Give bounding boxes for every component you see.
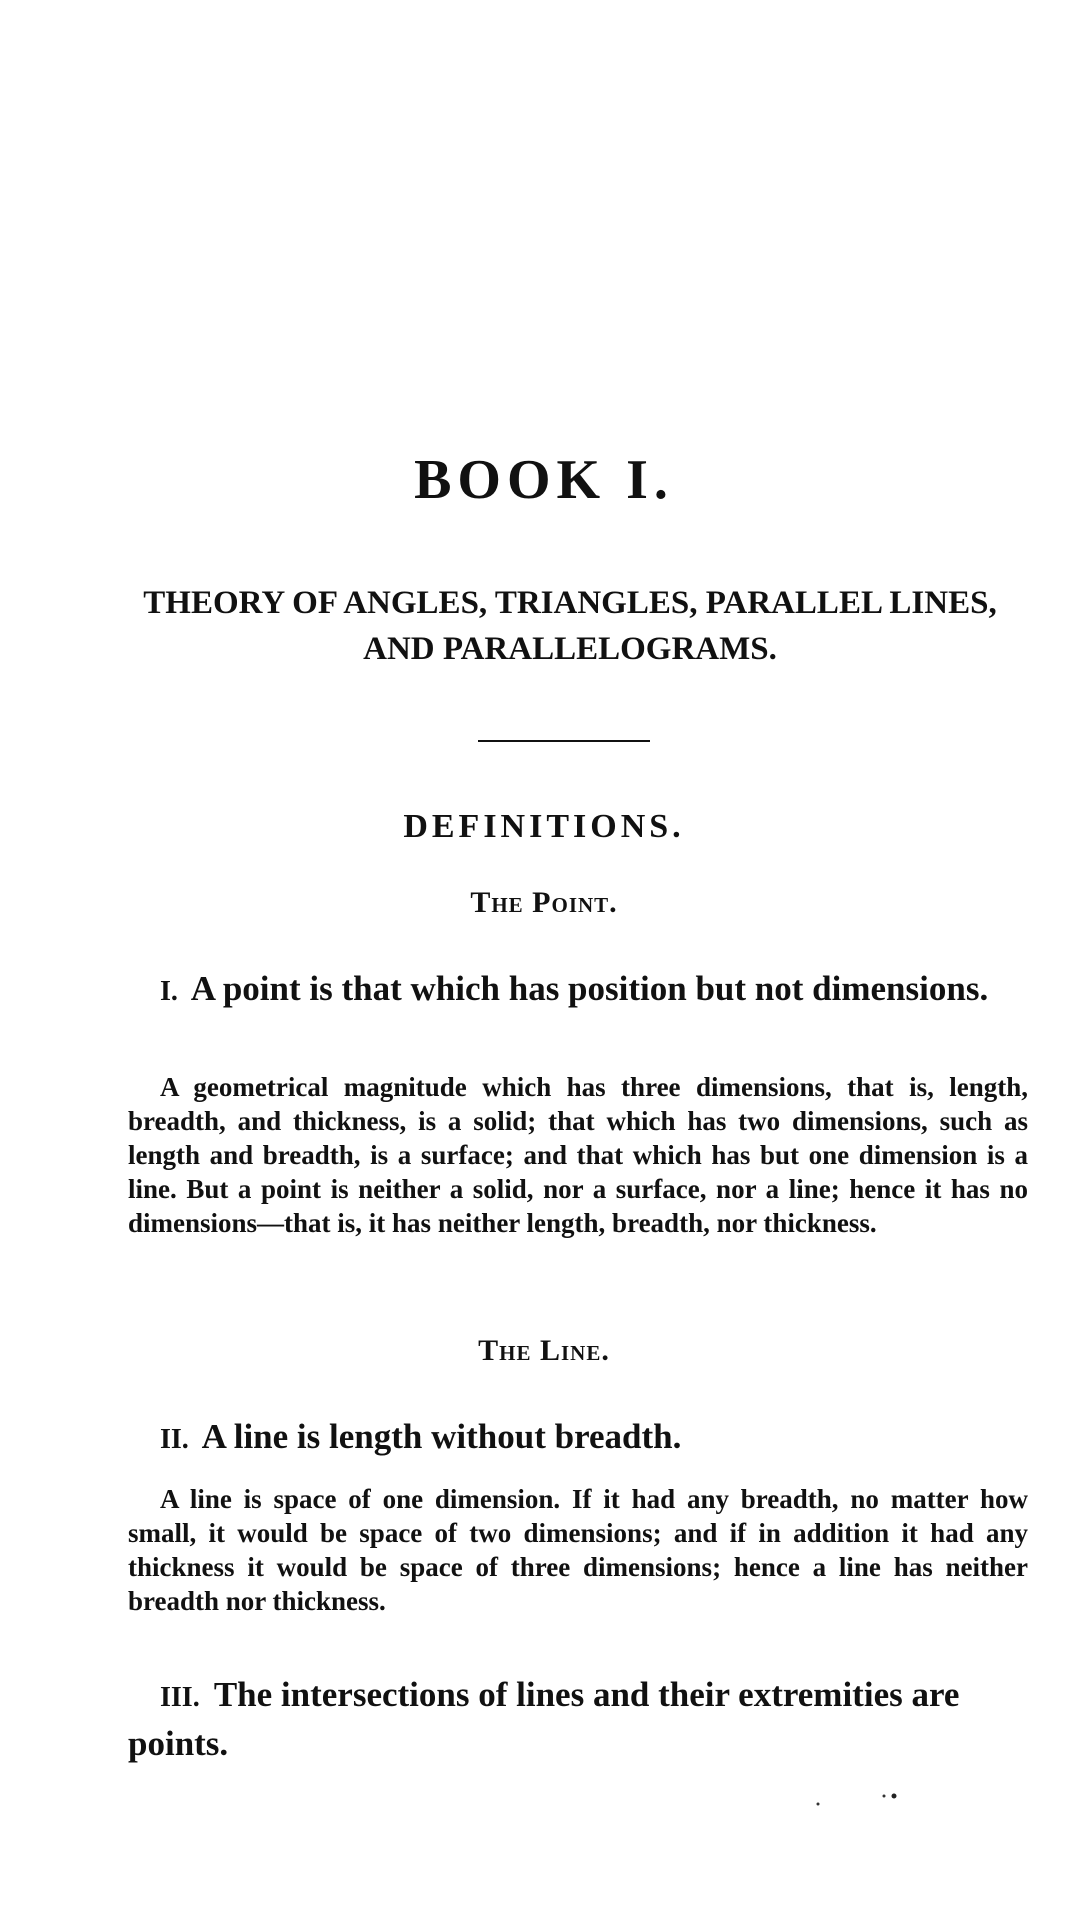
section-heading-point: The Point. [470,886,618,919]
definition-1-note: A geometrical magnitude which has three dimensions, that is, length, breadth, and thickness, is a solid; that which has two dimensions, such as length and breadth, is a surface; and that which has but one dimension is a line. But a point is neither a solid, nor a surface, nor a line; hence it has no dimensions—that is, it has neither length, breadth, nor thickness. [128,1072,1028,1238]
definition-number: II. [160,1424,189,1455]
definition-text: The intersections of lines and their extremities are points. [128,1675,960,1763]
definition-number: III. [160,1682,200,1713]
definition-2-note: A line is space of one dimension. If it had any breadth, no matter how small, it would be space of two dimensions; and if in addition it had any thickness it would be space of three dimensions; hence a line has neither breadth nor thickness. [128,1484,1028,1616]
definition-3 [128,1672,1028,1767]
scan-specks [810,1790,930,1810]
definitions-heading: DEFINITIONS. [403,808,685,845]
section-divider-rule [478,740,650,742]
book-subtitle: THEORY OF ANGLES, TRIANGLES, PARALLEL LINES, AND PARALLELOGRAMS. [143,585,997,667]
section-heading-line: The Line. [478,1334,610,1367]
definition-text: A line is length without breadth. [201,1417,682,1456]
definition-1 [128,966,1028,1015]
book-title: BOOK I. [414,449,674,511]
definition-2 [128,1414,1028,1463]
definition-text: A point is that which has position but not dimensions. [190,969,989,1008]
definition-number: I. [160,976,178,1007]
